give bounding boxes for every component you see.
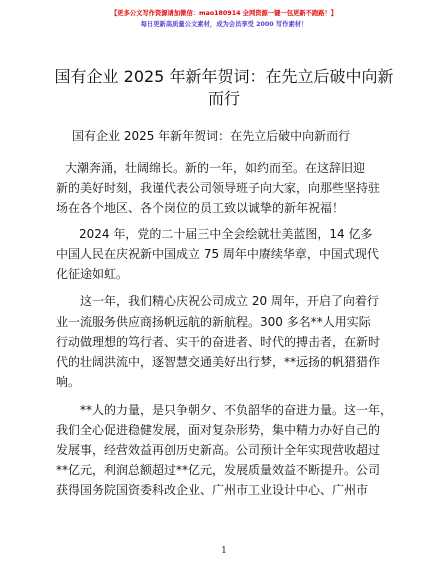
title-line-1: 国有企业 2025 年新年贺词：在先立后破中向新	[54, 67, 394, 86]
paragraph-line: 发展事，经营效益再创历史新高。公司预计全年实现营收超过	[56, 443, 381, 457]
paragraph-line: 这一年，我们精心庆祝公司成立 20 周年，开启了向着行	[80, 294, 379, 308]
paragraph-line: 大潮奔涌，壮阔绵长。新的一年，如约而至。在这辞旧迎	[65, 161, 366, 175]
paragraph-line: 获得国务院国资委科改企业、广州市工业设计中心、广州市	[56, 483, 369, 497]
document-title	[40, 66, 408, 110]
paragraph-line: 化征途如虹。	[56, 267, 129, 281]
paragraph-line: 行动做理想的笃行者、实干的奋进者、时代的搏击者，在新时	[56, 335, 381, 349]
paragraph-line: **人的力量，是只争朝夕、不负韶华的奋进力量。这一年，	[80, 403, 393, 417]
paragraph-line: 场在各个地区、各个岗位的员工致以诚挚的新年祝福！	[56, 201, 345, 215]
paragraph-line: 代的壮阔洪流中，逐智慧交通美好出行梦，**远扬的帆猎猎作	[56, 355, 381, 369]
title-line-2: 而行	[207, 89, 240, 108]
paragraph-line: 响。	[56, 375, 81, 389]
paragraph-line: 我们全心促进稳健发展，面对复杂形势，集中精力办好自己的	[56, 423, 381, 437]
promo-banner-line-1: 【更多公文写作资源请加微信：mao180914 全网资源一键一包更新不跑路！】	[110, 10, 338, 17]
paragraph-line: 业一流服务供应商扬帆远航的新航程。300 多名**人用实际	[56, 315, 371, 329]
paragraph-line: 中国人民在庆祝新中国成立 75 周年中赓续华章，中国式现代	[56, 247, 379, 261]
paragraph-line: 新的美好时刻，我谨代表公司领导班子向大家，向那些坚持驻	[56, 181, 381, 195]
paragraph-line: **亿元，利润总额超过**亿元，发展质量效益不断提升。公司	[56, 463, 381, 477]
promo-banner-line-2: 每日更新高质量公文素材，成为会员享受 2000 写作素材！	[140, 21, 308, 28]
paragraph-line: 2024 年，党的二十届三中全会绘就壮美蓝图，14 亿多	[79, 227, 373, 241]
subtitle-line: 国有企业 2025 年新年贺词：在先立后破中向新而行	[72, 129, 351, 143]
page-number: 1	[221, 546, 227, 556]
